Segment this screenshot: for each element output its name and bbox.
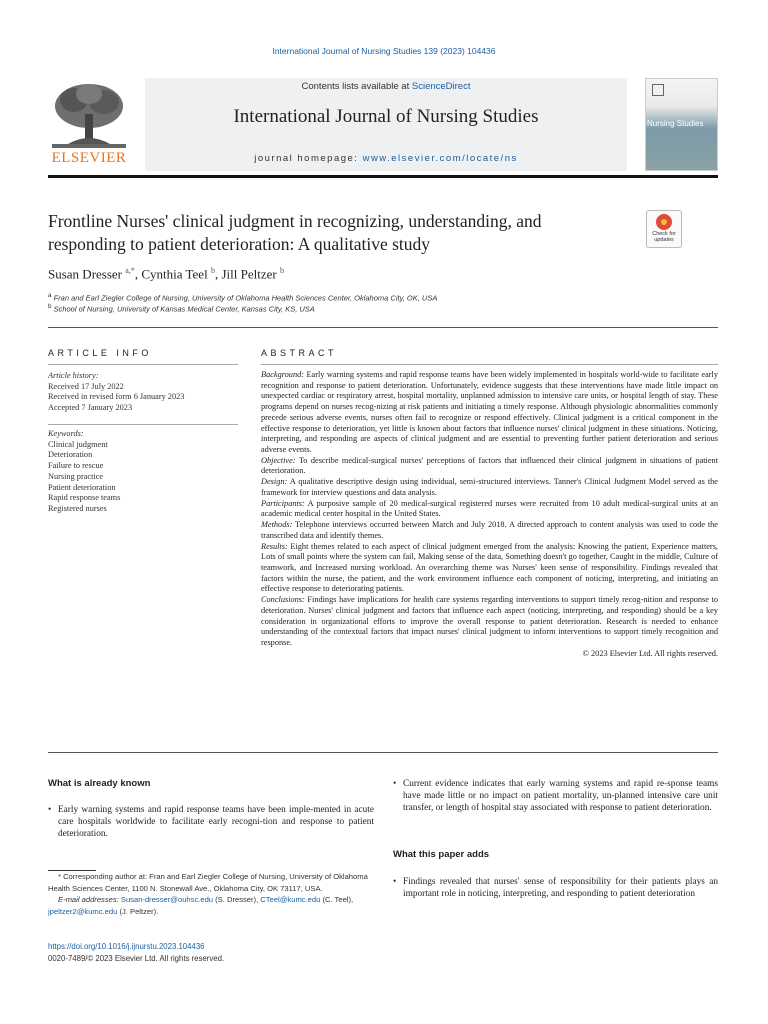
- what-is-known-heading: What is already known: [48, 778, 151, 789]
- abstract-background: Background: Early warning systems and rapid response teams have been widely implemented in hospitals world-wide to facilitate early recognition and response to patient deterioration. Unfortunately, evidence suggests that these interventions have made little impact on unexpected cardiac or respiratory arrest, hospital mortality, unplanned admission to intensive care units, or hospital length of stay. These programs depend on nurses recog-nizing at risk patients and initiating a timely response. Although physiologic abnormalities commonly precede serious adverse events, nurses often fail to recognize or respond effectively. Clinical judgment is a critical component in the effective response to deterioration, yet little is known about factors that influence nurses' clinical judgment in these situations. Noticing, interpreting, and responding are aspects of clinical judgment and are essential to preventing further patient deterioration and serious adverse events.: [261, 370, 718, 455]
- keywords-divider: [48, 424, 238, 425]
- affiliation-b: $^b$ School of Nursing, University of Kansas Medical Center, Kansas City, KS, USA: [48, 303, 315, 314]
- check-updates-icon-center: [661, 219, 667, 225]
- known-bullet: • Current evidence indicates that early warning systems and rapid re-sponse teams have made little or no impact on patient mortality, un-planned intensive care unit transfer, or length of hospital stay associated with response to patient deterioration.: [393, 779, 718, 813]
- homepage-link[interactable]: www.elsevier.com/locate/ns: [362, 153, 518, 164]
- doi-block: [48, 941, 224, 964]
- abstract-heading: ABSTRACT: [261, 348, 338, 358]
- abstract-body: [261, 370, 718, 659]
- article-info-heading: ARTICLE INFO: [48, 348, 152, 358]
- publisher-name: ELSEVIER: [51, 150, 127, 166]
- keyword: Patient deterioration: [48, 482, 116, 492]
- cover-title: Nursing Studies: [647, 119, 704, 128]
- cover-logo-icon: [652, 84, 664, 96]
- abstract-objective: Objective: To describe medical-surgical nurses' perceptions of factors that influenced their clinical judgment in situations of patient deterioration.: [261, 455, 718, 476]
- keywords-list: Keywords: Clinical judgment Deterioration Failure to rescue Nursing practice Patient deterioration Rapid response teams Registered nurses: [48, 429, 238, 515]
- doi-link[interactable]: https://doi.org/10.1016/j.ijnurstu.2023.104436: [48, 942, 205, 951]
- sciencedirect-link[interactable]: ScienceDirect: [411, 81, 471, 92]
- keyword: Registered nurses: [48, 503, 107, 513]
- journal-title: International Journal of Nursing Studies: [233, 106, 539, 127]
- article-title: Frontline Nurses' clinical judgment in recognizing, understanding, and responding to patient deterioration: A qualitative study: [48, 211, 542, 254]
- author-affiliation-marker[interactable]: a,*: [125, 266, 135, 275]
- contents-line: Contents lists available at ScienceDirect: [301, 81, 471, 92]
- abstract-methods: Methods: Telephone interviews occurred between March and July 2018. A directed approach to content analysis was used to code the transcribed data and identify themes.: [261, 520, 718, 540]
- corresponding-author-footnote: * Corresponding author at: Fran and Earl Ziegler College of Nursing, University of Oklahoma Health Sciences Center, 1100 N. Stonewall Ave., Oklahoma City, OK 73117, USA. E-mail addresses: Susan-dresser@ouhsc.edu (S. Dresser), CTeel@kumc.edu (C. Teel), jpeltzer2@kumc.edu (J. Peltzer).: [48, 872, 368, 916]
- what-paper-adds-heading: What this paper adds: [393, 849, 490, 860]
- abstract-divider: [261, 364, 718, 365]
- received-date: Received 17 July 2022: [48, 381, 124, 391]
- section-divider: [48, 752, 718, 753]
- abstract-results: Results: Eight themes related to each aspect of clinical judgment emerged from the analysis: Knowing the patient, Experience matters, Lots of small points where the system can fail, Making sense of the data, Something doesn't go together, Caught in the middle, Culture of teamwork, and Increased nursing workload. An overarching theme was Nurses' keen sense of responsibility. Findings revealed that factors within the nurse, the patient, and the work environment influence each component of noticing, interpreting, and initiating an effective response to deteriorating patients.: [261, 541, 718, 594]
- author-name: Cynthia Teel: [141, 266, 211, 282]
- author-affiliation-marker[interactable]: b: [210, 266, 215, 275]
- check-updates-label: Check for updates: [652, 231, 676, 243]
- keyword: Nursing practice: [48, 471, 104, 481]
- author-affiliation-marker[interactable]: b: [279, 266, 284, 275]
- affiliation-a: $^a$ Fran and Earl Ziegler College of Nursing, University of Oklahoma Health Sciences Center, Oklahoma City, OK, USA: [48, 292, 438, 303]
- journal-homepage: journal homepage: www.elsevier.com/locate/ns: [254, 153, 518, 164]
- abstract-design: Design: A qualitative descriptive design using individual, semi-structured interviews. Tanner's Clinical Judgment Model served as the framework for interview questions and data analysis.: [261, 477, 718, 497]
- header-divider: [48, 175, 718, 178]
- author-list: Susan Dresser $^{a,*}$, Cynthia Teel $^b$, Jill Peltzer $^b$: [48, 266, 284, 282]
- revised-date: Received in revised form 6 January 2023: [48, 392, 185, 402]
- email-link[interactable]: Susan-dresser@ouhsc.edu: [120, 895, 214, 905]
- keyword: Deterioration: [48, 450, 93, 460]
- email-link[interactable]: jpeltzer2@kumc.edu: [48, 906, 118, 916]
- abstract-participants: Participants: A purposive sample of 20 medical-surgical registered nurses were recruited from 10 adult medical-surgical units at an academic medical center hospital in the United States.: [261, 498, 718, 519]
- accepted-date: Accepted 7 January 2023: [48, 403, 133, 413]
- issn-line: 0020-7489/© 2023 Elsevier Ltd. All rights reserved.: [48, 953, 225, 963]
- section-divider: [48, 327, 718, 328]
- email-link[interactable]: CTeel@kumc.edu: [260, 895, 321, 905]
- copyright-notice: © 2023 Elsevier Ltd. All rights reserved.: [582, 648, 718, 658]
- keyword: Rapid response teams: [48, 493, 121, 503]
- article-info-divider: [48, 364, 238, 365]
- keyword: Clinical judgment: [48, 439, 108, 449]
- adds-bullet: • Findings revealed that nurses' sense of responsibility for their patients plays an important role in noticing, interpreting, and responding to patient deterioration: [393, 877, 718, 899]
- keyword: Failure to rescue: [48, 461, 104, 471]
- abstract-conclusions: Conclusions: Findings have implications for health care systems regarding interventions to support timely recog-nition and response to deterioration. Nurses' clinical judgment and factors that influence each aspect (noticing, interpreting, and responding) should be a key consideration in organizational efforts to improve the overall response to patient deterioration. Research is needed to enhance understanding of the contextual factors that impact nurses' clinical judgment to inform interventions to support timely recognition and response.: [261, 595, 718, 647]
- author-name: Jill Peltzer: [221, 266, 280, 282]
- article-history: Article history: Received 17 July 2022 Received in revised form 6 January 2023 Accepted 7 January 2023: [48, 371, 238, 414]
- author-name: Susan Dresser: [48, 266, 126, 282]
- known-bullet: • Early warning systems and rapid response teams have been imple-mented in acute care hospitals worldwide to facilitate early recogni-tion and response to patient deterioration.: [48, 805, 374, 839]
- journal-citation[interactable]: International Journal of Nursing Studies 139 (2023) 104436: [272, 46, 496, 56]
